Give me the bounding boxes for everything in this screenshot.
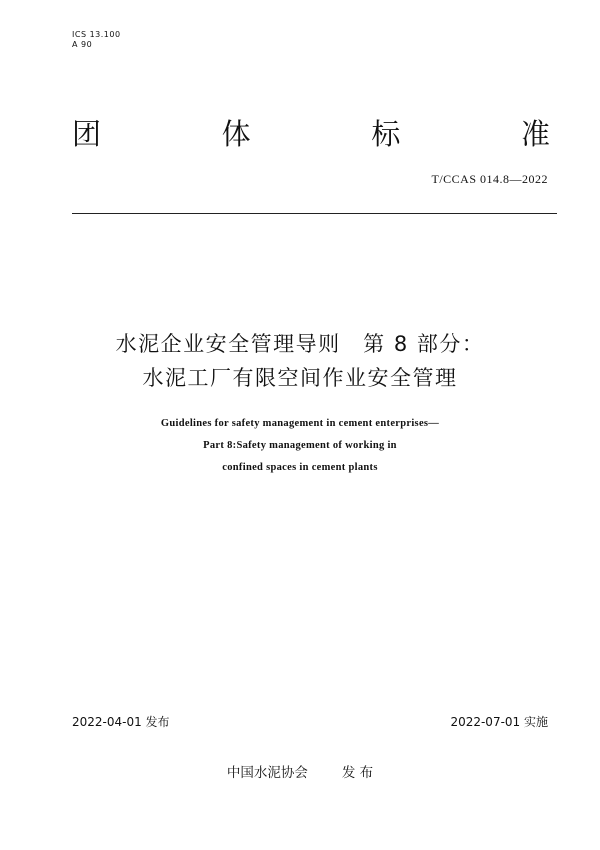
english-title-line-1: Guidelines for safety management in cement enterprises—: [160, 418, 440, 429]
chinese-title-line-1: 水泥企业安全管理导则 第 8 部分：: [115, 332, 485, 356]
classification-code: A 90: [72, 40, 93, 49]
document-type: [72, 114, 550, 154]
header-divider: [72, 213, 557, 214]
document-type-char: 准: [520, 117, 550, 151]
standard-number: T/CCAS 014.8—2022: [431, 172, 548, 186]
document-type-char: 标: [371, 117, 401, 151]
issuer-action: 发 布: [341, 765, 374, 781]
ics-code: ICS 13.100: [72, 30, 121, 39]
document-type-char: 团: [72, 117, 102, 151]
document-type-char: 体: [221, 117, 251, 151]
publication-date: 2022-04-01 发布: [72, 715, 170, 729]
chinese-title-line-2: 水泥工厂有限空间作业安全管理: [142, 366, 458, 390]
issuer: [0, 763, 600, 783]
implementation-date: 2022-07-01 实施: [450, 715, 548, 729]
issuer-name: 中国水泥协会: [226, 765, 308, 781]
english-title-line-3: confined spaces in cement plants: [222, 462, 378, 473]
english-title-line-2: Part 8:Safety management of working in: [203, 440, 397, 451]
